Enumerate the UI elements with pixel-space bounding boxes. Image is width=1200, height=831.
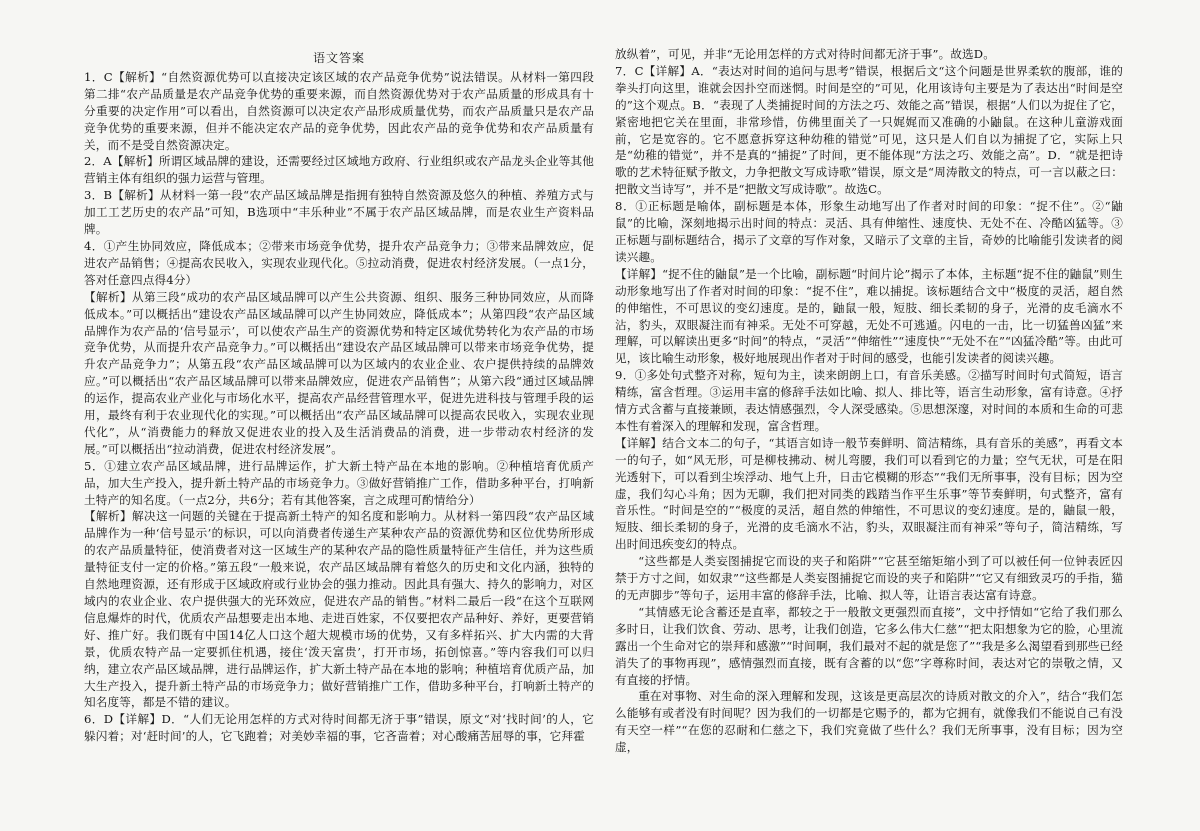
page-title: 语文答案 xyxy=(312,51,365,65)
answer-paragraph: 6．D【详解】D．“人们无论用怎样的方式对待时间都无济于事”错误，原文“对‘找时间’的人，它躲闪着；对‘赶时间’的人，它飞跑着；对美妙幸福的事，它吝啬着；对心酸痛苦屈辱的事，它拜霍 xyxy=(84,712,594,744)
answer-paragraph: 【详解】结合文本二的句子，“其语言如诗一般节奏鲜明、简洁精练，具有音乐的美感”，再看文本一的句子，如“风无形，可是柳枝拂动、树儿弯腰，我们可以看到它的力量；空气无状，可是在阳光透射下，可以看到尘埃浮动、地气上升，日击它模糊的形态”“我们无所事事，没有目标；因为空虚，我们勾心斗角；因为无聊，我们把对同类的践踏当作平生乐事”等节奏鲜明，句式整齐，富有音乐性。“时间是空的”“极度的灵活，超自然的伸缩性，不可思议的变幻速度。是的，鼬鼠一般，短肢、细长柔韧的身子，光滑的皮毛滴水不沾，豹头，双眼凝注而有神采”等句子，简洁精练，写出时间迅疾变幻的特点。 xyxy=(615,435,1123,552)
right-column xyxy=(615,46,1123,756)
left-column xyxy=(84,50,594,745)
answer-paragraph: “其情感无论含蓄还是直率，都较之于一般散文更强烈而直接”，文中抒情如“它给了我们那么多时日，让我们饮食、劳动、思考，让我们创造，它多么伟大仁慈”“把太阳想象为它的脸，心里流露出一个生命对它的崇拜和感激”“时间啊，我们最对不起的就是您了”“我是多么渴望看到那些已经消失了的事物再现”，感情强烈而直接，既有含蓄的以“您”字尊称时间，表达对它的崇敬之情，又有直接的抒情。 xyxy=(615,604,1123,687)
answer-paragraph: 3．B【解析】从材料一第一段“农产品区域品牌是指拥有独特自然资源及悠久的种植、养殖方式与加工工艺历史的农产品”可知，B选项中“丰乐种业”不属于农产品区域品牌，而是农业生产资料品牌。 xyxy=(84,188,594,237)
answer-paragraph: 4．①产生协同效应，降低成本；②带来市场竞争优势，提升农产品竞争力；③带来品牌效应，促进农产品销售；④提高农民收入，实现农业现代化。⑤拉动消费，促进农村经济发展。（一点1分，答对任意四点得4分） xyxy=(84,238,594,287)
answer-paragraph: 5．①建立农产品区域品牌，进行品牌运作，扩大新土特产品在本地的影响。②种植培育优质产品，加大生产投入，提升新土特产品的市场竞争力。③做好营销推广工作，借助多种平台，打响新土特产的知名度。（一点2分，共6分；若有其他答案，言之成理可酌情给分） xyxy=(84,458,594,507)
answer-paragraph: 【解析】从第三段“成功的农产品区域品牌可以产生公共资源、组织、服务三种协同效应，从而降低成本。”可以概括出“建设农产品区域品牌可以产生协同效应，降低成本”；从第四段“农产品区域品牌作为农产品的‘信号显示’，可以使农产品生产的资源优势和特定区域优势转化为农产品的市场竞争优势，从而提升农产品竞争力。”可以概括出“建设农产品区域品牌可以带来市场竞争优势，提升农产品竞争力”；从第五段“农产品区域品牌可以为区域内的农业企业、农户提供持续的品牌效应。”可以概括出“农产品区域品牌可以带来品牌效应，促进农产品销售”；从第六段“通过区域品牌的运作，提高农业产业化与市场化水平，提高农产品经营管理水平，促进先进科技与管理手段的运用，最终有利于农业现代化的实现。”可以概括出“农产品区域品牌可以提高农民收入，实现农业现代化”，从“消费能力的释放又促进农业的投入及生活消费品的消费，进一步带动农村经济的发展。”可以概括出“拉动消费，促进农村经济发展”。 xyxy=(84,289,594,456)
answer-paragraph: 放纵着”，可见，并非“无论用怎样的方式对待时间都无济于事”。故选D。 xyxy=(615,47,995,61)
answer-paragraph: “这些都是人类妄图捕捉它而设的夹子和陷阱”“它甚至缩矩缩小到了可以被任何一位钟表匠囚禁于方寸之间，如奴隶”“这些都是人类妄图捕捉它而设的夹子和陷阱”“它又有细致灵巧的手指，猫的无声脚步”等句子，运用丰富的修辞手法，比喻、拟人等，让语言表达富有诗意。 xyxy=(615,554,1123,602)
answer-paragraph: 9．①多处句式整齐对称，短句为主，读来朗朗上口，有音乐美感。②描写时间时句式简短，语言精练，富含哲理。③运用丰富的修辞手法如比喻、拟人、排比等，语言生动形象，富有诗意。④抒情方式含蓄与直接兼顾，表达情感强烈，令人深受感染。⑤思想深邃，对时间的本质和生命的可悲本性有着深入的理解和发现，富含哲理。 xyxy=(615,368,1123,433)
answer-paragraph: 7．C【详解】A．“表达对时间的追问与思考”错误，根据后文“这个问题是世界柔软的腹部，谁的拳头打向这里，谁就会因扑空而迷惘。时间是空的”可见，化用该诗句主要是为了表达出“时间是空的”这个观点。B．“表现了人类捕捉时间的方法之巧、效能之高”错误，根据“人们以为捉住了它，紧密地把它关在里面，非常珍惜，仿佛里面关了一只娓娓而又准确的小鼬鼠。在这种儿童游戏面前，它是宽容的。它不愿意拆穿这种幼稚的错觉”可见，这只是人们自以为捕捉了它，实际上只是“幼稚的错觉”，并不是真的“捕捉”了时间，更不能体现“方法之巧、效能之高”。D．“就是把诗歌的艺术特征赋予散文，力争把散文写成诗歌”错误，原文是“周涛散文的特点，可一言以蔽之曰：把散文当诗写”，并不是“把散文写成诗歌”。故选C。 xyxy=(615,63,1123,197)
answer-paragraph: 2．A【解析】所谓区域品牌的建设，还需要经过区域地方政府、行业组织或农产品龙头企业等其他营销主体有组织的强力运营与管理。 xyxy=(84,154,594,186)
left-paragraphs xyxy=(84,69,594,745)
answer-paragraph: 8．①正标题是喻体，副标题是本体，形象生动地写出了作者对时间的印象：“捉不住”。②“鼬鼠”的比喻，深刻地揭示出时间的特点：灵活、具有伸缩性、速度快、无处不在、冷酷凶猛等。③正标题与副标题结合，揭示了文章的写作对象，又暗示了文章的主旨，奇妙的比喻能引发读者的阅读兴趣。 xyxy=(615,199,1123,264)
answer-paragraph: 【详解】“捉不住的鼬鼠”是一个比喻，副标题“时间片论”揭示了本体，主标题“捉不住的鼬鼠”则生动形象地写出了作者对时间的印象：“捉不住”，难以捕捉。该标题结合文中“极度的灵活，超自然的伸缩性，不可思议的变幻速度。是的，鼬鼠一般，短肢、细长柔韧的身子，光滑的皮毛滴水不沾，豹头，双眼凝注而有神采。无处不可穿越，无处不可逃遁。闪电的一击，比一切猛兽凶猛”来理解，可以解读出更多“时间”的特点，“灵活”“伸缩性”“速度快”“无处不在”“凶猛冷酷”等。由此可见，该比喻生动形象，极好地展现出作者对于时间的感受，也能引发读者的阅读兴趣。 xyxy=(615,266,1123,366)
right-paragraphs xyxy=(615,46,1123,756)
answer-paragraph: 【解析】解决这一问题的关键在于提高新土特产的知名度和影响力。从材料一第四段“农产品区域品牌作为一种‘信号显示’的标识，可以向消费者传递生产某种农产品的资源优势和区位优势所形成的农产品质量特征，使消费者对这一区域生产的某种农产品的隐性质量特征产生信任，并为这些质量特征支付一定的价格。”第五段“一般来说，农产品区域品牌有着悠久的历史和文化内涵，独特的自然地理资源，还有形成于区域政府或行业协会的强力推动。因此具有强大、持久的影响力，对区域内的农业企业、农户提供强大的光环效应，促进农产品的销售。”材料二最后一段“在这个互联网信息爆炸的时代，优质农产品想要走出本地、走进百姓家，不仅要把农产品种好、养好，更要营销好、推广好。我们既有中国14亿人口这个超大规模市场的优势，又有多样拓兴、扩大内需的大背景，优质农特产品一定要抓住机遇，接住‘泼天富贵’，打开市场，拓创惊喜。”等内容我们可以归纳，建立农产品区域品牌，进行品牌运作，扩大新土特产品在本地的影响；种植培育优质产品，加大生产投入，提升新土特产品的市场竞争力；做好营销推广工作，借助多种平台，打响新土特产的知名度等，都是不错的建议。 xyxy=(84,509,594,710)
answer-paragraph: 重在对事物、对生命的深入理解和发现，这该是更高层次的诗质对散文的介入”，结合“我们怎么能够有或者没有时间呢？因为我们的一切都是它赐予的，都为它拥有，就像我们不能说自己有没有天空一样”“在您的忍耐和仁慈之下，我们究竟做了些什么？我们无所事事，没有目标；因为空虚， xyxy=(615,689,1123,755)
answer-paragraph: 1．C【解析】“自然资源优势可以直接决定该区域的农产品竞争优势”说法错误。从材料一第四段第二排“农产品质量是农产品竞争优势的重要来源，而自然资源优势对于农产品质量的形成具有十分重要的决定作用”可以看出，自然资源可以决定农产品形成质量优势，而农产品质量只是农产品竞争优势的重要来源，但并不能决定农产品的竞争优势，因此农产品的竞争优势和农产品质量有关，而不是受自然资源决定。 xyxy=(84,69,594,152)
